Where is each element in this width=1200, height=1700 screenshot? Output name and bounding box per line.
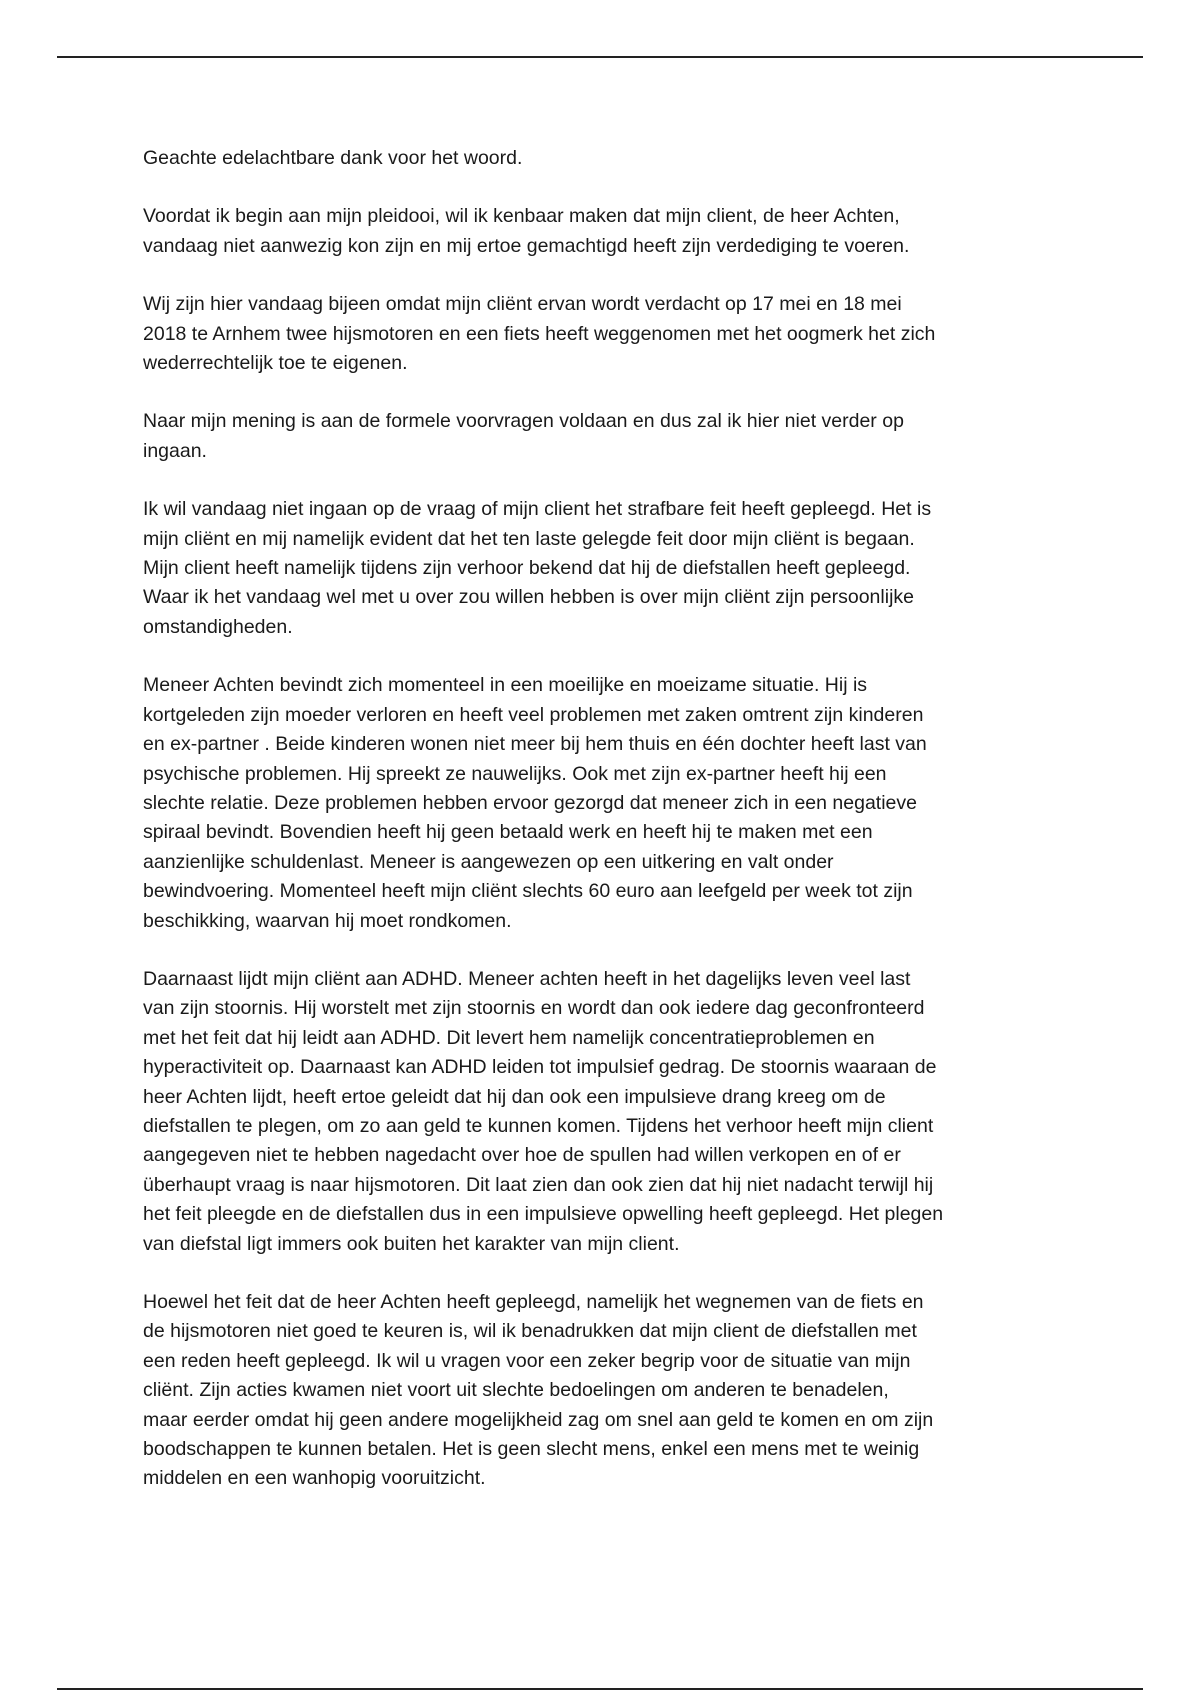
- footer-rule: [57, 1688, 1143, 1690]
- header-rule: [57, 56, 1143, 58]
- paragraph-confession: Ik wil vandaag niet ingaan op de vraag of mijn client het strafbare feit heeft gepleegd. Het is mijn cliënt en mij namelijk evident dat het ten laste gelegde feit door mijn cliënt is begaan. Mijn client heeft namelijk tijdens zijn verhoor bekend dat hij de diefstallen heeft gepleegd. Waar ik het vandaag wel met u over zou willen hebben is over mijn cliënt zijn persoonlijke omstandigheden.: [143, 498, 932, 638]
- paragraph-charges: Wij zijn hier vandaag bijeen omdat mijn cliënt ervan wordt verdacht op 17 mei en 18 mei 2018 te Arnhem twee hijsmotoren en een fiets heeft weggenomen met het oogmerk het zich wederrechtelijk toe te eigenen.: [143, 293, 936, 375]
- paragraph-formal-questions: Naar mijn mening is aan de formele voorvragen voldaan en dus zal ik hier niet verder op ingaan.: [143, 410, 904, 462]
- paragraph-conclusion: Hoewel het feit dat de heer Achten heeft gepleegd, namelijk het wegnemen van de fiets en de hijsmotoren niet goed te keuren is, wil ik benadrukken dat mijn client de diefstallen met een reden heeft gepleegd. Ik wil u vragen voor een zeker begrip voor de situatie van mijn cliënt. Zijn acties kwamen niet voort uit slechte bedoelingen om anderen te benadelen, maar eerder omdat hij geen andere mogelijkheid zag om snel aan geld te komen en om zijn boodschappen te kunnen betalen. Het is geen slecht mens, enkel een mens met te weinig middelen en een wanhopig vooruitzicht.: [143, 1291, 934, 1490]
- paragraph-adhd: Daarnaast lijdt mijn cliënt aan ADHD. Meneer achten heeft in het dagelijks leven veel last van zijn stoornis. Hij worstelt met zijn stoornis en wordt dan ook iedere dag geconfronteerd met het feit dat hij leidt aan ADHD. Dit levert hem namelijk concentratieproblemen en hyperactiviteit op. Daarnaast kan ADHD leiden tot impulsief gedrag. De stoornis waaraan de heer Achten lijdt, heeft ertoe geleidt dat hij dan ook een impulsieve drang kreeg om de diefstallen te plegen, om zo aan geld te kunnen komen. Tijdens het verhoor heeft mijn client aangegeven niet te hebben nagedacht over hoe de spullen had willen verkopen en of er überhaupt vraag is naar hijsmotoren. Dit laat zien dan ook zien dat hij niet nadacht terwijl hij het feit pleegde en de diefstallen dus in een impulsieve opwelling heeft gepleegd. Het plegen van diefstal ligt immers ook buiten het karakter van mijn client.: [143, 967, 944, 1255]
- paragraph-greeting: Geachte edelachtbare dank voor het woord.: [143, 147, 523, 169]
- document-body: [143, 144, 1063, 1523]
- paragraph-representation: Voordat ik begin aan mijn pleidooi, wil ik kenbaar maken dat mijn client, de heer Achten, vandaag niet aanwezig kon zijn en mij ertoe gemachtigd heeft zijn verdediging te voeren.: [143, 205, 910, 257]
- paragraph-personal-situation: Meneer Achten bevindt zich momenteel in een moeilijke en moeizame situatie. Hij is kortgeleden zijn moeder verloren en heeft veel problemen met zaken omtrent zijn kinderen en ex-partner . Beide kinderen wonen niet meer bij hem thuis en één dochter heeft last van psychische problemen. Hij spreekt ze nauwelijks. Ook met zijn ex-partner heeft hij een slechte relatie. Deze problemen hebben ervoor gezorgd dat meneer zich in een negatieve spiraal bevindt. Bovendien heeft hij geen betaald werk en heeft hij te maken met een aanzienlijke schuldenlast. Meneer is aangewezen op een uitkering en valt onder bewindvoering. Momenteel heeft mijn cliënt slechts 60 euro aan leefgeld per week tot zijn beschikking, waarvan hij moet rondkomen.: [143, 674, 927, 932]
